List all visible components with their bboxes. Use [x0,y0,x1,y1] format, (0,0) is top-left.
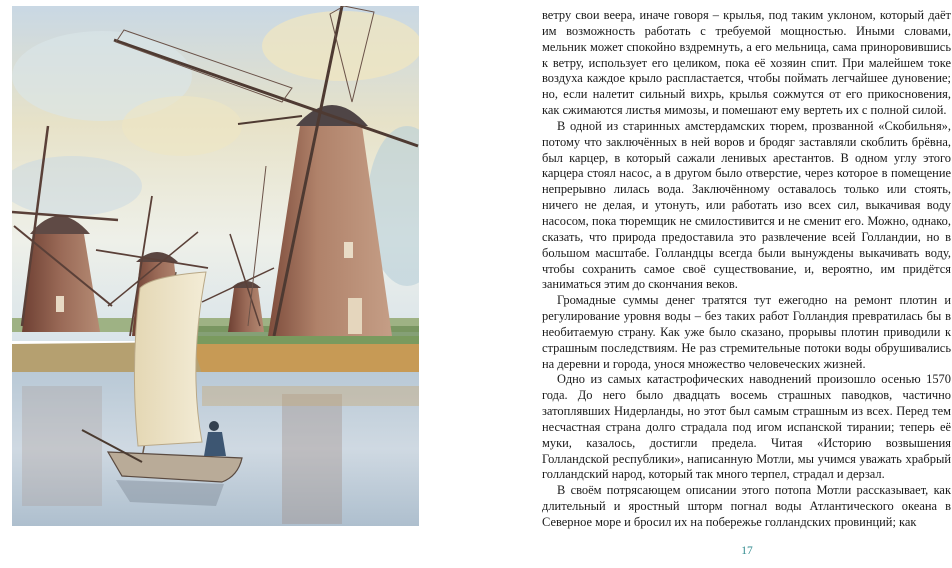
paragraph-5: В своём потрясающем описании этого потопа Мотли рассказывает, как длительный и яростный шторм погнал воды Атлантического океана в Северное море и бросил их на побережье голландских провинций; как [542,483,951,529]
page-number: 17 [741,545,753,557]
body-text [542,8,951,531]
paragraph-1: ветру свои веера, иначе говоря – крылья, под таким уклоном, который даёт им возможность работать с требуемой мощностью. Иными словами, мельник может спокойно вздремнуть, а его мельница, сама приноровившись к ветру, использует его целиком, пока её хозяин спит. При малейшем токе воздуха каждое крыло распластается, чтобы поймать легчайшее дуновение; но, если налетит сильный вихрь, крылья сожмутся от его прикосновения, как сжимаются листья мимозы, и помешают ему вертеть их с полной силой. [542,8,951,118]
paragraph-4: Одно из самых катастрофических наводнений произошло осенью 1570 года. До него было двадцать восемь страшных паводков, частично затоплявших Нидерланды, но этот был самым страшным из всех. Перед тем несчастная страна долго страдала под игом испанской тирании; теперь её муки, казалось, достигли предела. Читая «Историю возвышения Голландской республики», написанную Мотли, мы учимся уважать храбрый голландский народ, который так много терпел, страдал и дерзал. [542,372,951,482]
paragraph-3: Громадные суммы денег тратятся тут ежегодно на ремонт плотин и регулирование уровня воды – без таких работ Голландия превратилась бы в необитаемую страну. Как уже было сказано, прорывы плотин приводили к страшным последствиям. Не раз стремительные потоки воды обрушивались на деревни и города, унося множество человеческих жизней. [542,293,951,371]
windmills-watercolor-illustration [12,6,419,526]
windmills-icon [12,6,419,526]
paragraph-2: В одной из старинных амстердамских тюрем, прозванной «Скобильня», потому что заключённых в ней воров и бродяг заставляли скоблить брёвна, был карцер, в который сажали ленивых арестантов. В одном углу этого карцера стоял насос, а в другом было отверстие, через которое в помещение непрерывно лилась вода. Заключённому оставалось только или стоять, ничего не делая, и утонуть, или работать изо всех сил, выкачивая воду насосом, пока тюремщик не смилостивится и не сменит его. Можно, однако, сказать, что природа предоставила это развлечение всей Голландии, но в большом масштабе. Голландцы всегда были вынуждены выкачивать воду, чтобы сохранить самое своё существование, и, вероятно, им придётся заниматься этим до скончания веков. [542,118,951,292]
